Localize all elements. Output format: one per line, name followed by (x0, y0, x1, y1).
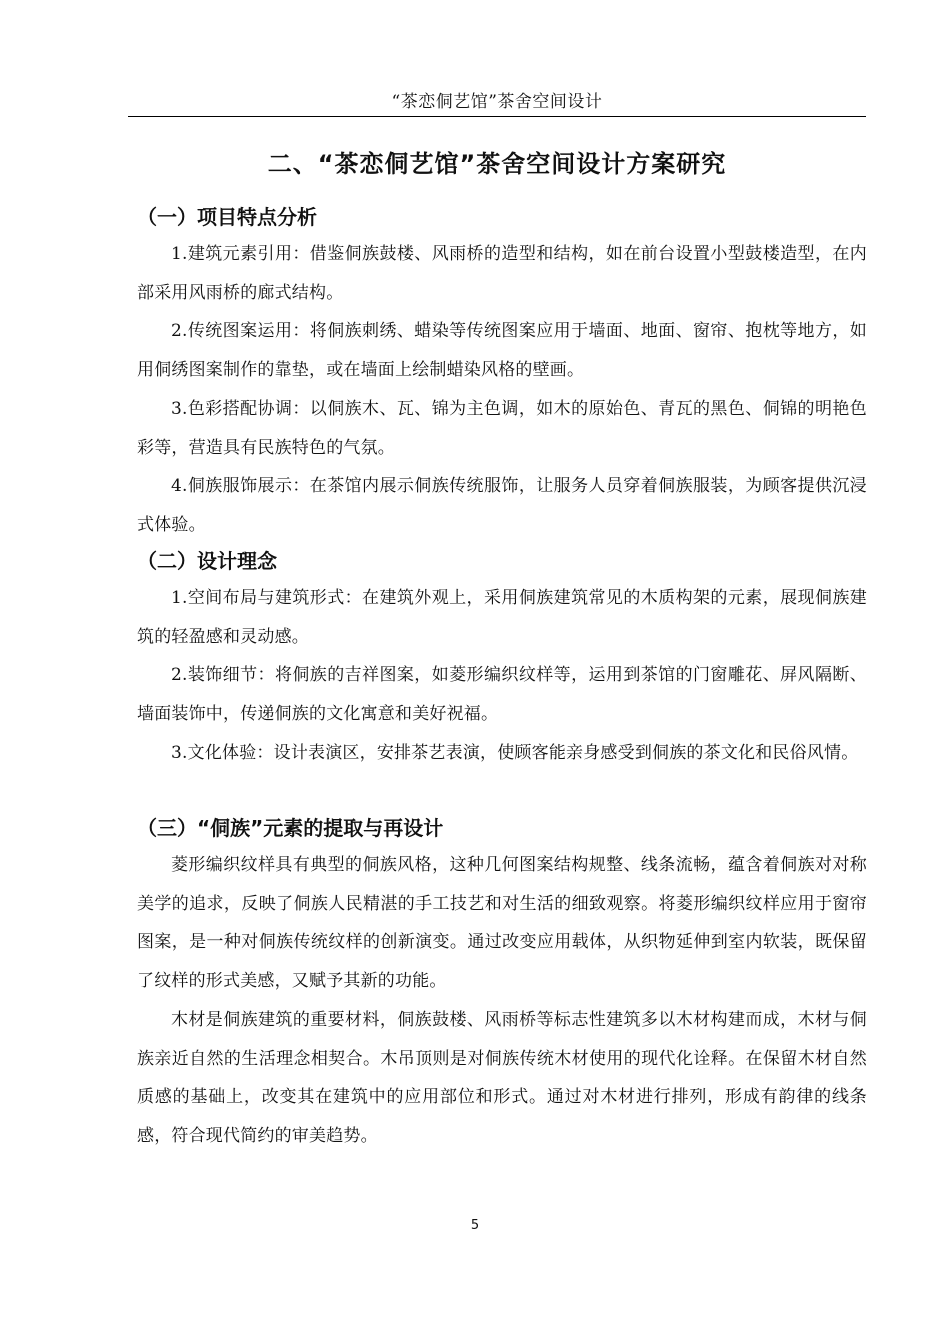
section-element-redesign (137, 810, 867, 1156)
running-header (128, 90, 866, 117)
paragraph: 1.建筑元素引用：借鉴侗族鼓楼、风雨桥的造型和结构，如在前台设置小型鼓楼造型，在内部采用风雨桥的廊式结构。 (137, 244, 867, 303)
page-number: 5 (470, 1218, 480, 1233)
paragraph: 1.空间布局与建筑形式：在建筑外观上，采用侗族建筑常见的木质构架的元素，展现侗族建筑的轻盈感和灵动感。 (137, 588, 867, 647)
paragraph: 4.侗族服饰展示：在茶馆内展示侗族传统服饰，让服务人员穿着侗族服装，为顾客提供沉浸式体验。 (137, 476, 867, 535)
section-heading: （三）“侗族”元素的提取与再设计 (137, 816, 444, 840)
chapter-title: 二、“茶恋侗艺馆”茶舍空间设计方案研究 (267, 150, 727, 178)
section-heading: （二）设计理念 (137, 549, 277, 573)
running-header-title: “茶恋侗艺馆”茶舍空间设计 (391, 92, 603, 112)
paragraph: 2.传统图案运用：将侗族刺绣、蜡染等传统图案应用于墙面、地面、窗帘、抱枕等地方，如用侗绣图案制作的靠垫，或在墙面上绘制蜡染风格的壁画。 (137, 321, 867, 381)
section-project-analysis (137, 199, 867, 545)
section-design-concept (137, 543, 867, 773)
paragraph: 3.文化体验：设计表演区，安排茶艺表演，使顾客能亲身感受到侗族的茶文化和民俗风情。 (171, 742, 859, 763)
paragraph: 木材是侗族建筑的重要材料，侗族鼓楼、风雨桥等标志性建筑多以木材构建而成，木材与侗族亲近自然的生活理念相契合。木吊顶则是对侗族传统木材使用的现代化诠释。在保留木材自然质感的基础上，改变其在建筑中的应用部位和形式。通过对木材进行排列，形成有韵律的线条感，符合现代简约的审美趋势。 (137, 1009, 867, 1146)
section-heading: （一）项目特点分析 (137, 205, 317, 229)
paragraph: 2.装饰细节：将侗族的吉祥图案，如菱形编织纹样等，运用到茶馆的门窗雕花、屏风隔断、墙面装饰中，传递侗族的文化寓意和美好祝福。 (137, 665, 867, 725)
paragraph: 3.色彩搭配协调：以侗族木、瓦、锦为主色调，如木的原始色、青瓦的黑色、侗锦的明艳色彩等，营造具有民族特色的气氛。 (137, 398, 867, 458)
paragraph: 菱形编织纹样具有典型的侗族风格，这种几何图案结构规整、线条流畅，蕴含着侗族对对称美学的追求，反映了侗族人民精湛的手工技艺和对生活的细致观察。将菱形编织纹样应用于窗帘图案，是一种对侗族传统纹样的创新演变。通过改变应用载体，从织物延伸到室内软装，既保留了纹样的形式美感，又赋予其新的功能。 (137, 855, 867, 992)
